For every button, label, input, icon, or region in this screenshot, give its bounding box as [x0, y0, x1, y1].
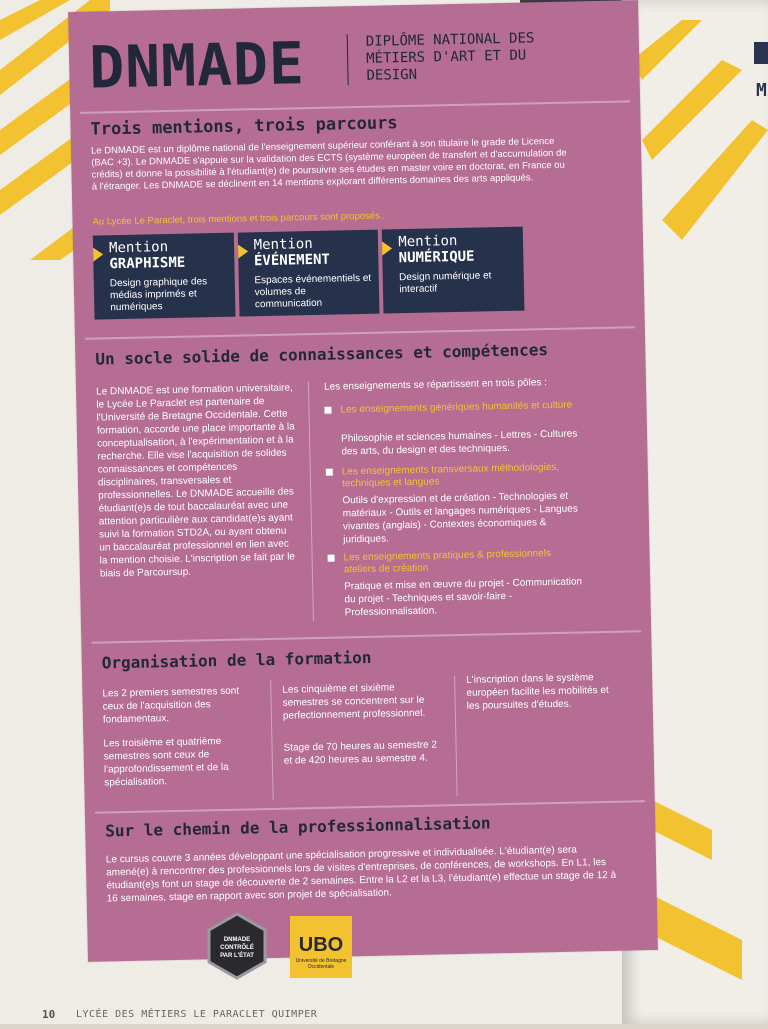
organisation-item: L'inscription dans le système européen facilite les mobilités et les poursuites d'études.	[466, 672, 609, 712]
organisation-item: Les troisième et quatrième semestres sont ceux de l'approfondissement et de la spécialisation.	[103, 736, 229, 789]
mention-card-evenement	[237, 230, 379, 317]
dnmade-label-hexagon-text	[206, 936, 268, 960]
ubo-logo	[290, 916, 352, 978]
pole-pratiques	[327, 547, 588, 619]
page-number: 10	[42, 1008, 56, 1021]
column-divider	[308, 381, 314, 621]
mentions-row	[93, 227, 525, 320]
organisation-item: Les cinquième et sixième semestres se concentrent sur le perfectionnement professionnel.	[282, 682, 426, 722]
triangle-arrow-icon	[238, 244, 248, 258]
right-page-edge-letter: M	[756, 80, 767, 101]
column-divider	[270, 680, 274, 800]
divider	[91, 630, 641, 644]
ubo-logo-subtext: Université de Bretagne Occidentale	[295, 958, 347, 970]
checkbox-square-icon	[328, 555, 335, 562]
mention-name: NUMÉRIQUE	[398, 248, 475, 267]
ubo-logo-text: UBO	[298, 934, 344, 956]
checkbox-square-icon	[326, 469, 333, 476]
pole-desc: Pratique et mise en œuvre du projet - Communication du projet - Techniques et savoir-faire - Professionnalisation.	[344, 576, 583, 619]
pole-title: Les enseignements pratiques & professionnels ateliers de création	[343, 548, 552, 576]
footer-text: LYCÉE DES MÉTIERS LE PARACLET QUIMPER	[76, 1009, 318, 1020]
divider	[80, 100, 630, 114]
pole-desc: Outils d'expression et de création - Technologies et matériaux - Outils et langages numériques - Langues vivantes (anglais) - Contextes économiques & juridiques.	[342, 490, 578, 546]
mention-label: Mention	[108, 239, 169, 257]
pole-title: Les enseignements transversaux méthodologies, techniques et langues	[341, 461, 560, 490]
intro-paragraph: Le DNMADE est un diplôme national de l'enseignement supérieur conférant à son titulaire le grade de Licence (BAC +3). Le DNMADE s'appuie sur la validation des ECTS (système européen de transfert et d'accumulation de crédits) et donne la possibilité à l'étudiant(e) de poursuivre ses études en master voire en doctorat, en France ou à l'étranger. Les DNMADE se déclinent en 14 mentions explorant différents domaines des arts appliqués.	[90, 135, 567, 193]
column-divider	[454, 676, 458, 796]
organisation-item: Les 2 premiers semestres sont ceux de l'acquisition des fondamentaux.	[102, 685, 240, 726]
section-heading-mentions: Trois mentions, trois parcours	[90, 113, 398, 140]
pole-title: Les enseignements génériques humanités et culture	[340, 399, 573, 416]
mention-label: Mention	[253, 236, 313, 254]
triangle-arrow-icon	[382, 241, 392, 255]
section-marker-icon	[754, 42, 768, 64]
hex-line: PAR L'ÉTAT	[220, 953, 254, 959]
mention-name: ÉVÉNEMENT	[253, 251, 331, 270]
poles-intro: Les enseignements se répartissent en trois pôles :	[323, 377, 548, 393]
mention-desc: Espaces événementiels et volumes de communication	[254, 272, 372, 311]
section-heading-organisation: Organisation de la formation	[101, 647, 372, 673]
professionnalisation-text: Le cursus couvre 3 années développant une spécialisation progressive et individualisée. L'étudiant(e) sera amené(e) à rencontrer des professionnels lors de visites d'entreprises, de conférences, de workshops. En L1, les étudiant(e)s font un stage de découverte de 2 semaines. Entre la L2 et la L3, l'étudiant(e) effectue un stage de 12 à 16 semaines, stage en rapport avec son projet de spécialisation.	[105, 844, 617, 905]
brochure-panel	[68, 0, 658, 962]
divider	[95, 800, 645, 814]
mention-desc: Design graphique des médias imprimés et numériques	[109, 276, 208, 314]
pole-desc: Philosophie et sciences humaines - Lettres - Cultures des arts, du design et des techniques.	[340, 428, 578, 458]
mention-desc: Design numérique et interactif	[398, 270, 492, 296]
mention-name: GRAPHISME	[109, 254, 186, 273]
hex-line: CONTRÔLÉ	[220, 945, 254, 951]
hex-line: DNMADE	[223, 937, 251, 943]
checkbox-square-icon	[324, 407, 331, 414]
triangle-arrow-icon	[93, 247, 103, 261]
mention-card-numerique	[382, 227, 524, 314]
pole-generiques	[324, 399, 585, 464]
page-subtitle: DIPLÔME NATIONAL DES MÉTIERS D'ART ET DU DESIGN	[347, 30, 547, 85]
socle-left-text: Le DNMADE est une formation universitaire, le Lycée Le Paraclet est partenaire de l'Université de Bretagne Occidentale. Cette formation, accorde une place importante à la conceptualisation, à l'expérimentation et à la recherche. Elle vise l'acquisition de solides connaissances et compétences disciplinaires, transversales et professionnelles. Le DNMADE accueille des étudiant(e)s de tout baccalauréat avec une attention particulière aux candidat(e)s ayant suivi la formation STD2A, ou ayant obtenu un baccalauréat professionnel en lien avec la mention choisie. L'inscription se fait par le biais de Parcoursup.	[95, 382, 296, 580]
mention-label: Mention	[398, 232, 458, 251]
section-heading-professionnalisation: Sur le chemin de la professionnalisation	[105, 813, 491, 841]
section-heading-socle: Un socle solide de connaissances et compétences	[95, 340, 549, 369]
mentions-lead: Au Lycée Le Paraclet, trois mentions et trois parcours sont proposés :	[92, 210, 386, 228]
organisation-item: Stage de 70 heures au semestre 2 et de 420 heures au semestre 4.	[283, 739, 438, 767]
page-title: DNMADE	[88, 29, 306, 102]
divider	[85, 326, 635, 340]
pole-transversaux	[326, 461, 588, 546]
mention-card-graphisme	[93, 233, 235, 320]
